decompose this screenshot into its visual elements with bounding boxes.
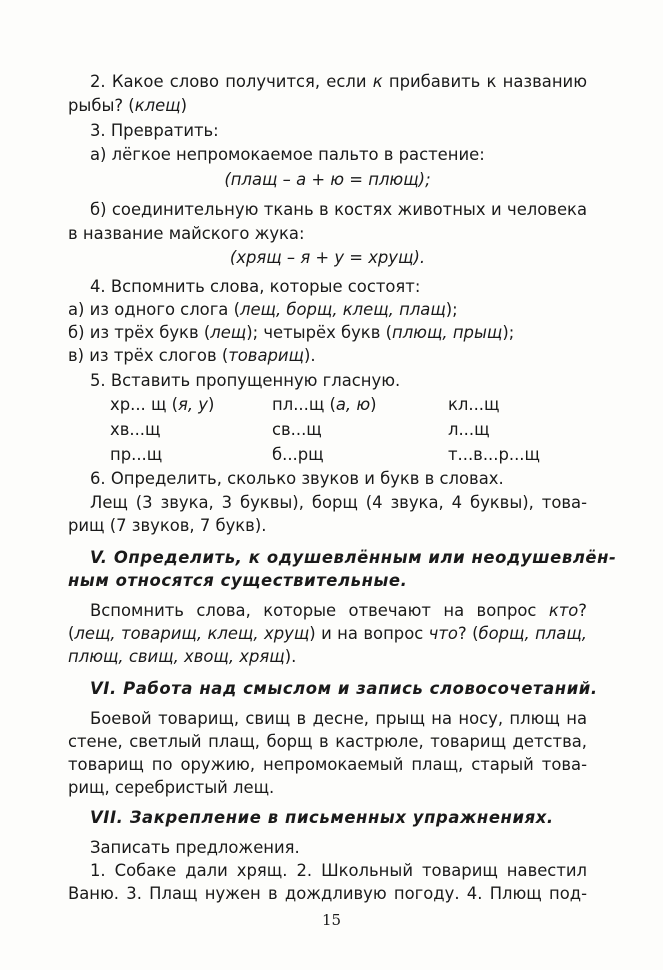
s5-line3: плющ, свищ, хвощ, хрящ). [68,647,297,666]
q5-word: кл...щ [448,395,500,414]
q3-b-line2: в название майского жука: [68,224,305,243]
q5-word: хв...щ [110,420,161,439]
q3-a: а) лёгкое непромокаемое пальто в растение: [90,145,485,164]
section-vii-heading: VII. Закрепление в письменных упражнениях. [90,808,554,827]
s7-line3: Ваню. 3. Плащ нужен в дождливую погоду. 4. Плющ под- [68,884,587,903]
q6-title: 6. Определить, сколько звуков и букв в словах. [90,469,504,488]
q5-word: б...рщ [272,445,324,464]
q5-title: 5. Вставить пропущенную гласную. [90,371,401,390]
s5-line1: Вспомнить слова, которые отвечают на вопрос кто? [90,601,587,620]
s6-line2: стене, светлый плащ, борщ в кастрюле, товарищ детства, [68,732,587,751]
q5-word: пл...щ (а, ю) [272,395,377,414]
section-v-heading: V. Определить, к одушевлённым или неодушевлён- [90,548,617,567]
section-vi-heading: VI. Работа над смыслом и запись словосочетаний. [90,679,598,698]
q4-b: б) из трёх букв (лещ); четырёх букв (плющ, прыщ); [68,323,515,342]
s6-line4: рищ, серебристый лещ. [68,778,275,797]
s6-line1: Боевой товарищ, свищ в десне, прыщ на носу, плющ на [90,709,587,728]
q5-word: л...щ [448,420,490,439]
s7-line2: 1. Собаке дали хрящ. 2. Школьный товарищ навестил [90,861,587,880]
q2-line2: рыбы? (клещ) [68,96,188,115]
q5-word: т...в...р...щ [448,445,540,464]
q6-line2: рищ (7 звуков, 7 букв). [68,516,267,535]
s6-line3: товарищ по оружию, непромокаемый плащ, старый това- [68,755,587,774]
q3-title: 3. Превратить: [90,121,219,140]
q4-title: 4. Вспомнить слова, которые состоят: [90,277,421,296]
q5-word: пр...щ [110,445,163,464]
q5-word: св...щ [272,420,322,439]
page-number: 15 [321,911,342,929]
s5-line2: (лещ, товарищ, клещ, хрущ) и на вопрос что? (борщ, плащ, [68,624,587,643]
q4-a: а) из одного слога (лещ, борщ, клещ, плащ); [68,300,458,319]
section-v-heading-cont: ным относятся существительные. [68,571,408,590]
q6-line1: Лещ (3 звука, 3 буквы), борщ (4 звука, 4 буквы), това- [90,493,587,512]
q3-a-formula: (плащ – а + ю = плющ); [224,170,431,189]
q3-b-line1: б) соединительную ткань в костях животных и человека [90,200,587,219]
q4-c: в) из трёх слогов (товарищ). [68,346,316,365]
q3-b-formula: (хрящ – я + у = хрущ). [229,248,426,267]
s7-line1: Записать предложения. [90,838,300,857]
q5-word: хр... щ (я, у) [110,395,215,414]
q2-line1: 2. Какое слово получится, если к прибавить к названию [90,72,588,91]
